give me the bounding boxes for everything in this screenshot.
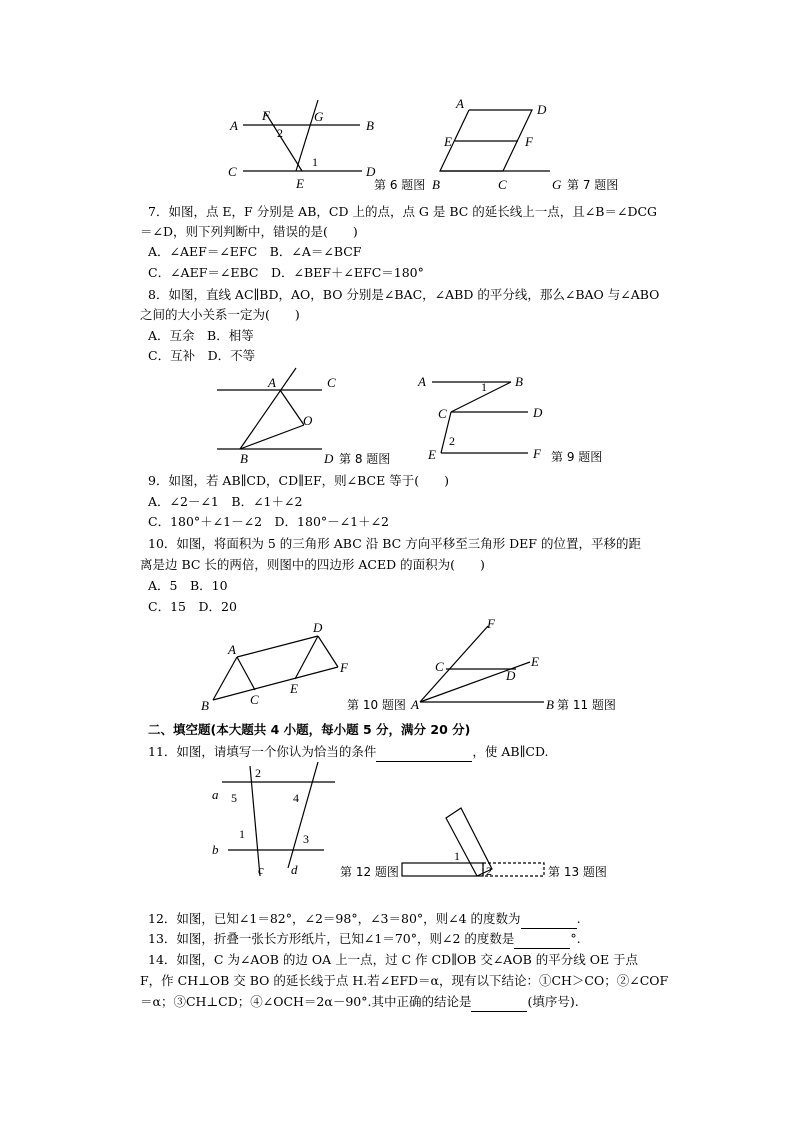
caption-fig10: 第 10 题图 bbox=[347, 698, 406, 712]
q7-stem-line2: ＝∠D，则下列判断中，错误的是( ) bbox=[140, 224, 358, 239]
svg-text:B: B bbox=[515, 374, 523, 389]
q14-line1: 14．如图，C 为∠AOB 的边 OA 上一点，过 C 作 CD∥OB 交∠AOB 的平分线 OE 于点 bbox=[148, 952, 639, 967]
svg-text:A: A bbox=[456, 96, 464, 111]
svg-text:C: C bbox=[498, 177, 507, 192]
q8-stem-line2: 之间的大小关系一定为( ) bbox=[140, 307, 300, 322]
figure-12 bbox=[212, 762, 399, 879]
q14-line3-pre: ＝α；③CH⊥CD；④∠OCH＝2α－90°.其中正确的结论是 bbox=[140, 994, 472, 1009]
svg-text:E: E bbox=[444, 134, 452, 149]
svg-text:B: B bbox=[546, 697, 554, 712]
figure-6 bbox=[228, 100, 425, 192]
svg-text:F: F bbox=[340, 660, 348, 675]
svg-text:C: C bbox=[250, 692, 259, 707]
svg-text:d: d bbox=[291, 862, 298, 877]
svg-text:F: F bbox=[487, 616, 495, 631]
q13-pre: 13．如图，折叠一张长方形纸片，已知∠1＝70°，则∠2 的度数是 bbox=[148, 931, 515, 946]
svg-text:2: 2 bbox=[486, 864, 492, 878]
svg-text:G: G bbox=[552, 177, 562, 192]
svg-text:c: c bbox=[258, 862, 264, 877]
q12-answer-blank[interactable] bbox=[521, 914, 577, 929]
q10-stem-line1: 10．如图，将面积为 5 的三角形 ABC 沿 BC 方向平移至三角形 DEF 的位置，平移的距 bbox=[148, 536, 641, 551]
svg-text:F: F bbox=[262, 108, 270, 123]
svg-text:B: B bbox=[201, 698, 209, 713]
svg-text:2: 2 bbox=[277, 126, 283, 140]
section-heading: 二、填空题(本大题共 4 小题，每小题 5 分，满分 20 分) bbox=[148, 722, 471, 737]
svg-text:F: F bbox=[533, 446, 541, 461]
q9-options-ab: A．∠2－∠1 B．∠1＋∠2 bbox=[148, 494, 303, 509]
caption-fig11: 第 11 题图 bbox=[557, 698, 616, 712]
q7-options-cd: C．∠AEF＝∠EBC D．∠BEF＋∠EFC＝180° bbox=[148, 265, 424, 280]
svg-text:4: 4 bbox=[293, 791, 299, 805]
svg-text:A: A bbox=[230, 118, 238, 133]
svg-text:D: D bbox=[324, 451, 334, 466]
svg-text:D: D bbox=[366, 164, 376, 179]
svg-text:A: A bbox=[411, 697, 419, 712]
q13-answer-blank[interactable] bbox=[514, 934, 570, 949]
caption-fig12: 第 12 题图 bbox=[340, 865, 399, 879]
svg-text:C: C bbox=[327, 375, 336, 390]
svg-text:C: C bbox=[228, 164, 237, 179]
q8-stem-line1: 8．如图，直线 AC∥BD，AO，BO 分别是∠BAC，∠ABD 的平分线，那么∠BAO 与∠ABO bbox=[148, 287, 660, 302]
q14-line2: F，作 CH⊥OB 交 BO 的延长线于点 H.若∠EFD＝α，现有以下结论：①CH＞CO；②∠COF bbox=[140, 973, 669, 988]
svg-text:1: 1 bbox=[454, 849, 460, 863]
caption-fig8: 第 8 题图 bbox=[339, 452, 391, 466]
svg-text:D: D bbox=[533, 405, 543, 420]
svg-text:C: C bbox=[438, 406, 447, 421]
q9-options-cd: C．180°＋∠1－∠2 D．180°－∠1＋∠2 bbox=[148, 514, 390, 529]
svg-text:D: D bbox=[506, 668, 516, 683]
svg-text:B: B bbox=[366, 118, 374, 133]
svg-text:5: 5 bbox=[231, 791, 237, 805]
svg-text:B: B bbox=[240, 451, 248, 466]
svg-text:1: 1 bbox=[481, 380, 487, 394]
q14-line3 bbox=[140, 992, 579, 1012]
svg-text:E: E bbox=[531, 654, 539, 669]
q9-stem: 9．如图，若 AB∥CD，CD∥EF，则∠BCE 等于( ) bbox=[148, 473, 449, 488]
figure-10 bbox=[201, 620, 406, 713]
q7-stem-line1: 7．如图，点 E，F 分别是 AB，CD 上的点，点 G 是 BC 的延长线上一点，且∠B＝∠DCG bbox=[148, 204, 658, 219]
caption-fig6: 第 6 题图 bbox=[374, 178, 426, 192]
q14-answer-blank[interactable] bbox=[471, 997, 527, 1012]
svg-text:E: E bbox=[290, 681, 298, 696]
figure-8 bbox=[217, 368, 390, 466]
svg-text:D: D bbox=[537, 102, 547, 117]
figure-13 bbox=[402, 808, 607, 879]
svg-text:1: 1 bbox=[312, 155, 318, 169]
svg-text:G: G bbox=[314, 109, 324, 124]
caption-fig7: 第 7 题图 bbox=[567, 178, 619, 192]
svg-text:E: E bbox=[428, 447, 436, 462]
q11-answer-blank[interactable] bbox=[376, 747, 472, 762]
svg-text:B: B bbox=[432, 177, 440, 192]
q10-stem-line2: 离是边 BC 长的两倍，则图中的四边形 ACED 的面积为( ) bbox=[140, 557, 485, 572]
svg-text:A: A bbox=[268, 375, 276, 390]
svg-text:C: C bbox=[435, 659, 444, 674]
svg-text:A: A bbox=[228, 642, 236, 657]
q13 bbox=[148, 929, 581, 949]
svg-text:a: a bbox=[212, 787, 219, 802]
q11-post: ，使 AB∥CD. bbox=[472, 744, 549, 759]
q12 bbox=[148, 909, 581, 929]
q10-options-ab: A．5 B．10 bbox=[148, 578, 228, 593]
svg-text:E: E bbox=[296, 176, 304, 191]
q10-options-cd: C．15 D．20 bbox=[148, 599, 237, 614]
figure-7 bbox=[432, 96, 618, 192]
q12-pre: 12．如图，已知∠1＝82°，∠2＝98°，∠3＝80°，则∠4 的度数为 bbox=[148, 911, 521, 926]
q8-options-cd: C．互补 D．不等 bbox=[148, 348, 256, 363]
q7-options-ab: A．∠AEF＝∠EFC B．∠A＝∠BCF bbox=[148, 244, 362, 259]
q8-options-ab: A．互余 B．相等 bbox=[148, 328, 254, 343]
figure-9 bbox=[417, 374, 602, 464]
svg-text:1: 1 bbox=[239, 827, 245, 841]
svg-text:3: 3 bbox=[303, 832, 309, 846]
figure-11 bbox=[410, 616, 616, 712]
caption-fig13: 第 13 题图 bbox=[548, 865, 607, 879]
q12-post: . bbox=[576, 911, 581, 926]
q13-post: °. bbox=[570, 931, 581, 946]
q11-pre: 11．如图，请填写一个你认为恰当的条件 bbox=[148, 744, 377, 759]
svg-text:2: 2 bbox=[255, 766, 261, 780]
q11 bbox=[148, 742, 549, 762]
svg-text:2: 2 bbox=[449, 434, 455, 448]
caption-fig9: 第 9 题图 bbox=[551, 450, 603, 464]
svg-text:F: F bbox=[525, 134, 533, 149]
svg-text:D: D bbox=[313, 620, 323, 635]
q14-line3-post: (填序号). bbox=[527, 994, 579, 1009]
svg-text:A: A bbox=[418, 374, 426, 389]
svg-text:O: O bbox=[303, 413, 313, 428]
svg-text:b: b bbox=[212, 842, 219, 857]
